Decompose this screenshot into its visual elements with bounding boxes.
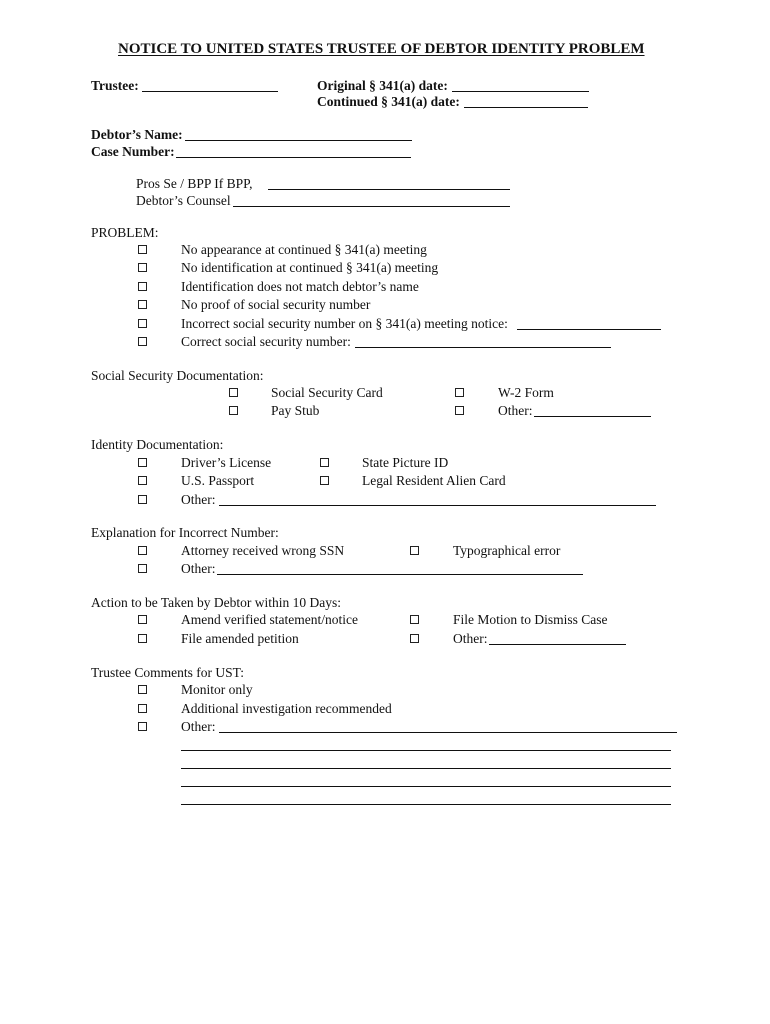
checkbox-file-amended-petition[interactable]: [138, 634, 147, 643]
comments-extra-line[interactable]: [181, 768, 671, 769]
problem-item-incorrect-ssn: Incorrect social security number on § 341(a) meeting notice:: [181, 316, 508, 331]
ss-doc-heading: Social Security Documentation:: [91, 368, 264, 383]
comments-extra-line[interactable]: [181, 804, 671, 805]
explanation-other: Other:: [181, 561, 216, 576]
identity-doc-alien-card: Legal Resident Alien Card: [362, 473, 506, 488]
incorrect-ssn-field[interactable]: [517, 315, 661, 330]
case-number-field[interactable]: [176, 143, 411, 158]
checkbox-attorney-wrong-ssn[interactable]: [138, 546, 147, 555]
page-title: NOTICE TO UNITED STATES TRUSTEE OF DEBTOR IDENTITY PROBLEM: [118, 41, 645, 57]
original-date-field[interactable]: [452, 77, 589, 92]
checkbox-additional-investigation[interactable]: [138, 704, 147, 713]
checkbox-alien-card[interactable]: [320, 476, 329, 485]
checkbox-file-motion-dismiss[interactable]: [410, 615, 419, 624]
ss-doc-other: Other:: [498, 403, 533, 418]
checkbox-correct-ssn[interactable]: [138, 337, 147, 346]
action-amend-statement: Amend verified statement/notice: [181, 612, 358, 627]
identity-other-field[interactable]: [219, 491, 656, 506]
checkbox-drivers-license[interactable]: [138, 458, 147, 467]
comments-heading: Trustee Comments for UST:: [91, 665, 244, 680]
checkbox-no-ssn-proof[interactable]: [138, 300, 147, 309]
debtor-counsel-field[interactable]: [233, 192, 510, 207]
bpp-field[interactable]: [268, 175, 510, 190]
continued-date-label: Continued § 341(a) date:: [317, 94, 460, 109]
action-other: Other:: [453, 631, 488, 646]
comments-extra-line[interactable]: [181, 750, 671, 751]
continued-date-field[interactable]: [464, 93, 588, 108]
trustee-field[interactable]: [142, 77, 278, 92]
identity-doc-other: Other:: [181, 492, 216, 507]
checkbox-state-picture-id[interactable]: [320, 458, 329, 467]
comments-monitor-only: Monitor only: [181, 682, 253, 697]
checkbox-typographical-error[interactable]: [410, 546, 419, 555]
ss-other-field[interactable]: [534, 402, 651, 417]
ss-doc-w2-form: W-2 Form: [498, 385, 554, 400]
identity-doc-state-picture-id: State Picture ID: [362, 455, 449, 470]
checkbox-identity-other[interactable]: [138, 495, 147, 504]
explanation-other-field[interactable]: [217, 560, 583, 575]
checkbox-explanation-other[interactable]: [138, 564, 147, 573]
trustee-label: Trustee:: [91, 78, 139, 93]
ss-doc-ss-card: Social Security Card: [271, 385, 383, 400]
checkbox-ss-card[interactable]: [229, 388, 238, 397]
explanation-typographical-error: Typographical error: [453, 543, 561, 558]
comments-additional-investigation: Additional investigation recommended: [181, 701, 392, 716]
pro-se-label: Pros Se / BPP If BPP,: [136, 176, 253, 191]
checkbox-amend-statement[interactable]: [138, 615, 147, 624]
action-heading: Action to be Taken by Debtor within 10 Days:: [91, 595, 342, 610]
original-date-label: Original § 341(a) date:: [317, 78, 448, 93]
problem-item-no-identification: No identification at continued § 341(a) meeting: [181, 260, 439, 275]
explanation-attorney-wrong-ssn: Attorney received wrong SSN: [181, 543, 345, 558]
checkbox-no-appearance[interactable]: [138, 245, 147, 254]
problem-item-correct-ssn: Correct social security number:: [181, 334, 351, 349]
ss-doc-pay-stub: Pay Stub: [271, 403, 320, 418]
checkbox-action-other[interactable]: [410, 634, 419, 643]
checkbox-id-mismatch[interactable]: [138, 282, 147, 291]
action-file-motion-dismiss: File Motion to Dismiss Case: [453, 612, 608, 627]
comments-extra-line[interactable]: [181, 786, 671, 787]
action-file-amended-petition: File amended petition: [181, 631, 299, 646]
checkbox-monitor-only[interactable]: [138, 685, 147, 694]
identity-doc-drivers-license: Driver’s License: [181, 455, 272, 470]
correct-ssn-field[interactable]: [355, 333, 611, 348]
checkbox-comments-other[interactable]: [138, 722, 147, 731]
checkbox-w2-form[interactable]: [455, 388, 464, 397]
debtor-name-label: Debtor’s Name:: [91, 127, 183, 142]
debtor-name-field[interactable]: [185, 126, 412, 141]
checkbox-incorrect-ssn[interactable]: [138, 319, 147, 328]
checkbox-no-identification[interactable]: [138, 263, 147, 272]
identity-doc-heading: Identity Documentation:: [91, 437, 224, 452]
problem-item-no-appearance: No appearance at continued § 341(a) meeting: [181, 242, 427, 257]
checkbox-us-passport[interactable]: [138, 476, 147, 485]
action-other-field[interactable]: [489, 630, 626, 645]
checkbox-pay-stub[interactable]: [229, 406, 238, 415]
debtor-counsel-label: Debtor’s Counsel: [136, 193, 231, 208]
case-number-label: Case Number:: [91, 144, 175, 159]
identity-doc-us-passport: U.S. Passport: [181, 473, 255, 488]
comments-other: Other:: [181, 719, 216, 734]
comments-other-field[interactable]: [219, 718, 677, 733]
problem-item-id-mismatch: Identification does not match debtor’s name: [181, 279, 419, 294]
explanation-heading: Explanation for Incorrect Number:: [91, 525, 279, 540]
problem-heading: PROBLEM:: [91, 225, 159, 240]
checkbox-ss-other[interactable]: [455, 406, 464, 415]
problem-item-no-ssn-proof: No proof of social security number: [181, 297, 371, 312]
